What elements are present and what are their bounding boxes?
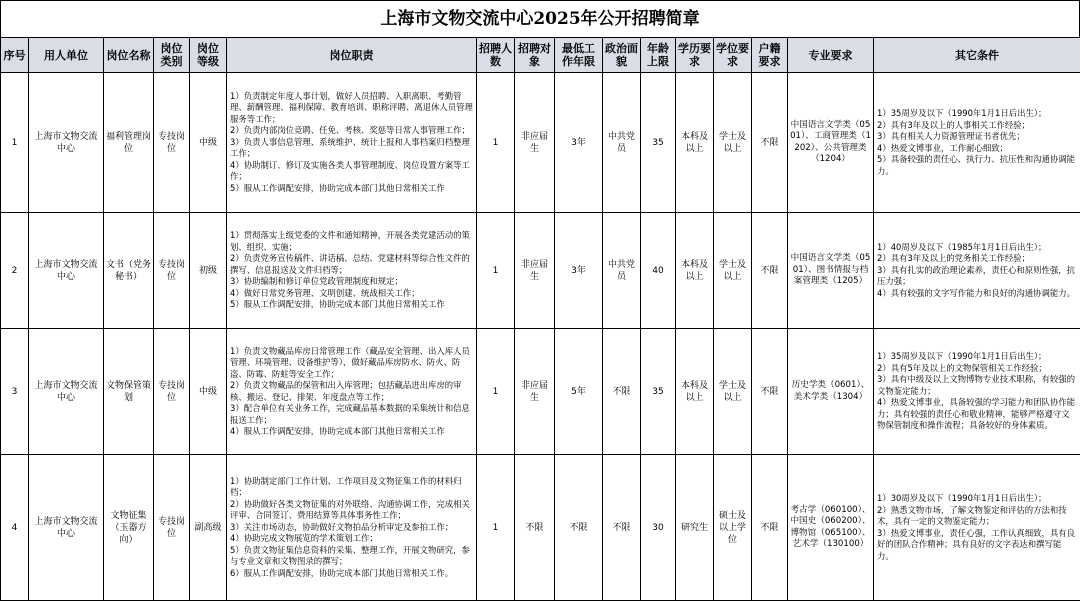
major-requirement: 考古学（060100）、中国史（060200）、博物馆（065100）、艺术学（130100） — [788, 455, 874, 601]
table-row — [1, 213, 1080, 329]
column-header: 专业要求 — [788, 38, 874, 73]
other-conditions-line: 4）热爱文博事业，具备较强的学习能力和团队协作能力；具有较强的责任心和敬业精神，能够严格遵守文物保管制度和操作流程；具备较好的身体素质。 — [877, 397, 1075, 431]
age-limit: 35 — [641, 329, 676, 455]
position-level: 中级 — [190, 329, 227, 455]
hire-count: 1 — [477, 455, 515, 601]
other-conditions-line: 4）具有较强的文字写作能力和良好的沟通协调能力。 — [877, 287, 1075, 298]
other-conditions-line: 1）35周岁及以下（1990年1月1日后出生）； — [877, 108, 1047, 118]
position-category: 专技岗位 — [154, 73, 190, 213]
position-category: 专技岗位 — [154, 213, 190, 329]
employer-unit: 上海市文物交流中心 — [29, 455, 104, 601]
column-header: 岗位名称 — [104, 38, 154, 73]
row-number: 2 — [1, 213, 29, 329]
political-status: 不限 — [603, 329, 641, 455]
other-conditions-line: 3）具有相关人力资源管理证书者优先； — [877, 131, 1025, 141]
table-row — [1, 455, 1080, 601]
position-duties-line: 5）服从工作调配安排，协助完成本部门其他日常相关工作 — [230, 299, 445, 310]
other-conditions-line: 1）40周岁及以下（1985年1月1日后出生）； — [877, 241, 1047, 252]
employer-unit: 上海市文物交流中心 — [29, 73, 104, 213]
hire-count: 1 — [477, 213, 515, 329]
hire-count: 1 — [477, 73, 515, 213]
position-duties-line: 3）协助编制和修订单位党政管理制度和规定； — [230, 276, 403, 287]
position-level: 副高级 — [190, 455, 227, 601]
age-limit: 40 — [641, 213, 676, 329]
min-work-years: 5年 — [555, 329, 603, 455]
column-header: 政治面貌 — [603, 38, 641, 73]
column-header: 其它条件 — [874, 38, 1080, 73]
position-level: 中级 — [190, 73, 227, 213]
other-conditions — [874, 329, 1080, 455]
column-header: 学位要求 — [714, 38, 752, 73]
row-number: 3 — [1, 329, 29, 455]
other-conditions-line: 1）30周岁及以下（1990年1月1日后出生）； — [877, 493, 1047, 503]
position-name: 文物征集（玉器方向） — [104, 455, 154, 601]
employer-unit: 上海市文物交流中心 — [29, 329, 104, 455]
page-title: 上海市文物交流中心2025年公开招聘简章 — [0, 0, 1080, 37]
other-conditions-line: 2）熟悉文物市场，了解文物鉴定和评估的方法和技术，具有一定的文物鉴定能力； — [877, 504, 1067, 526]
education-requirement: 本科及以上 — [676, 329, 714, 455]
major-requirement: 中国语言文学类（0501）、图书情报与档案管理类（1205） — [788, 213, 874, 329]
column-header: 岗位职责 — [227, 38, 477, 73]
position-duties-line: 4）协助完成文物展览的学术策划工作； — [230, 533, 378, 544]
position-name: 文物保管策划 — [104, 329, 154, 455]
hire-target: 非应届生 — [515, 73, 555, 213]
position-level: 初级 — [190, 213, 227, 329]
position-duties-line: 6）服从工作调配安排，协助完成本部门其他日常相关工作。 — [230, 567, 454, 578]
position-duties-line: 5）负责文物征集信息资料的采集、整理工作，开展文物研究，参与专业文章和文物图录的撰写； — [230, 544, 470, 567]
other-conditions-line: 3）热爱文博事业，责任心强，工作认真细致，具有良好的团队合作精神；具有良好的文字表达和撰写能力。 — [877, 527, 1075, 561]
position-duties-line: 3）负责人事信息管理、系统维护、统计上报和人事档案归档整理工作； — [230, 136, 470, 159]
row-number: 1 — [1, 73, 29, 213]
min-work-years: 不限 — [555, 455, 603, 601]
position-duties-line: 1）协助制定部门工作计划、工作项目及文物征集工作的材料归档； — [230, 475, 462, 498]
education-requirement: 研究生 — [676, 455, 714, 601]
hire-target: 非应届生 — [515, 213, 555, 329]
other-conditions-line: 2）具有3年及以上的人事相关工作经验； — [877, 119, 1031, 130]
position-duties — [227, 455, 477, 601]
column-header: 招聘对象 — [515, 38, 555, 73]
position-name: 文书（党务秘书） — [104, 213, 154, 329]
position-duties-line: 4）做好日常党务管理、文明创建、统战相关工作； — [230, 287, 420, 298]
other-conditions — [874, 73, 1080, 213]
hukou-requirement: 不限 — [752, 73, 788, 213]
column-header: 用人单位 — [29, 38, 104, 73]
degree-requirement: 学士及以上 — [714, 329, 752, 455]
table-row — [1, 329, 1080, 455]
hukou-requirement: 不限 — [752, 213, 788, 329]
column-header: 最低工作年限 — [555, 38, 603, 73]
other-conditions — [874, 455, 1080, 601]
position-category: 专技岗位 — [154, 455, 190, 601]
hire-target: 非应届生 — [515, 329, 555, 455]
other-conditions — [874, 213, 1080, 329]
column-header: 岗位等级 — [190, 38, 227, 73]
hukou-requirement: 不限 — [752, 329, 788, 455]
other-conditions-line: 3）具有中级及以上文物博物专业技术职称，有较强的文物鉴定能力； — [877, 374, 1075, 396]
position-duties — [227, 213, 477, 329]
table-row — [1, 73, 1080, 213]
position-duties — [227, 73, 477, 213]
major-requirement: 中国语言文学类（0501）、工商管理类（1202）、公共管理类（1204） — [788, 73, 874, 213]
other-conditions-line: 5）具备较强的责任心、执行力、抗压性和沟通协调能力。 — [877, 154, 1075, 176]
position-duties-line: 5）服从工作调配安排，协助完成本部门其他日常相关工作 — [230, 182, 445, 193]
other-conditions-line: 2）具有3年及以上的党务相关工作经验； — [877, 253, 1031, 264]
major-requirement: 历史学类（0601）、美术学类（1304） — [788, 329, 874, 455]
position-duties-line: 2）负责文物藏品的保管和出入库管理；包括藏品进出库房的审核、搬运、登记、排架、年度盘点等工作； — [230, 380, 462, 402]
column-header: 年龄上限 — [641, 38, 676, 73]
position-category: 专技岗位 — [154, 329, 190, 455]
position-duties-line: 1）负责文物藏品库房日常管理工作（藏品安全管理、出入库人员管理、环境管理、设备维护等），做好藏品库房防水、防火、防盗、防霉、防蛀等安全工作； — [230, 345, 470, 379]
employer-unit: 上海市文物交流中心 — [29, 213, 104, 329]
column-header: 户籍要求 — [752, 38, 788, 73]
other-conditions-line: 2）具有5年及以上的文物保管相关工作经验； — [877, 362, 1047, 373]
other-conditions-line: 1）35周岁及以下（1990年1月1日后出生）； — [877, 351, 1047, 362]
position-duties-line: 2）负责内部岗位竞聘、任免、考核、奖惩等日常人事管理工作； — [230, 125, 470, 136]
column-header: 序号 — [1, 38, 29, 73]
position-duties-line: 3）配合单位有关业务工作，完成藏品基本数据的采集统计和信息报送工作； — [230, 403, 470, 425]
position-duties-line: 2）负责党务宣传稿件、讲话稿、总结、党建材料等综合性文件的撰写、信息报送及文件归档等； — [230, 253, 470, 275]
education-requirement: 本科及以上 — [676, 213, 714, 329]
political-status: 不限 — [603, 455, 641, 601]
position-duties — [227, 329, 477, 455]
min-work-years: 3年 — [555, 213, 603, 329]
age-limit: 30 — [641, 455, 676, 601]
header-row — [1, 38, 1080, 73]
position-duties-line: 1）负责制定年度人事计划，做好人员招聘、入职离职、考勤管理、薪酬管理、福利保障、教育培训、职称评聘、离退休人员管理服务等工作； — [230, 90, 473, 124]
position-duties-line: 4）协助制订、修订及实施各类人事管理制度、岗位设置方案等工作； — [230, 159, 470, 182]
other-conditions-line: 3）具有扎实的政治理论素养，责任心和原则性强，抗压力强； — [877, 264, 1075, 287]
degree-requirement: 学士及以上 — [714, 213, 752, 329]
hukou-requirement: 不限 — [752, 455, 788, 601]
position-duties-line: 1）贯彻落实上级党委的文件和通知精神，开展各类党建活动的策划、组织、实施； — [230, 230, 470, 252]
column-header: 招聘人数 — [477, 38, 515, 73]
column-header: 岗位类别 — [154, 38, 190, 73]
column-header: 学历要求 — [676, 38, 714, 73]
position-name: 福利管理岗位 — [104, 73, 154, 213]
other-conditions-line: 4）热爱文博事业，工作耐心细致； — [877, 142, 1008, 153]
position-duties-line: 2）协助做好各类文物征集的对外联络、沟通协调工作，完成相关评审、合同签订、费用结算等具体事务性工作； — [230, 498, 470, 521]
education-requirement: 本科及以上 — [676, 73, 714, 213]
political-status: 中共党员 — [603, 73, 641, 213]
degree-requirement: 硕士及以上学位 — [714, 455, 752, 601]
political-status: 中共党员 — [603, 213, 641, 329]
position-duties-line: 3）关注市场动态，协助做好文物拍品分析审定及参拍工作； — [230, 521, 454, 532]
row-number: 4 — [1, 455, 29, 601]
position-duties-line: 4）服从工作调配安排，协助完成本部门其他日常相关工作 — [230, 426, 445, 436]
degree-requirement: 学士及以上 — [714, 73, 752, 213]
hire-count: 1 — [477, 329, 515, 455]
recruitment-table — [0, 37, 1080, 601]
min-work-years: 3年 — [555, 73, 603, 213]
age-limit: 35 — [641, 73, 676, 213]
hire-target: 不限 — [515, 455, 555, 601]
